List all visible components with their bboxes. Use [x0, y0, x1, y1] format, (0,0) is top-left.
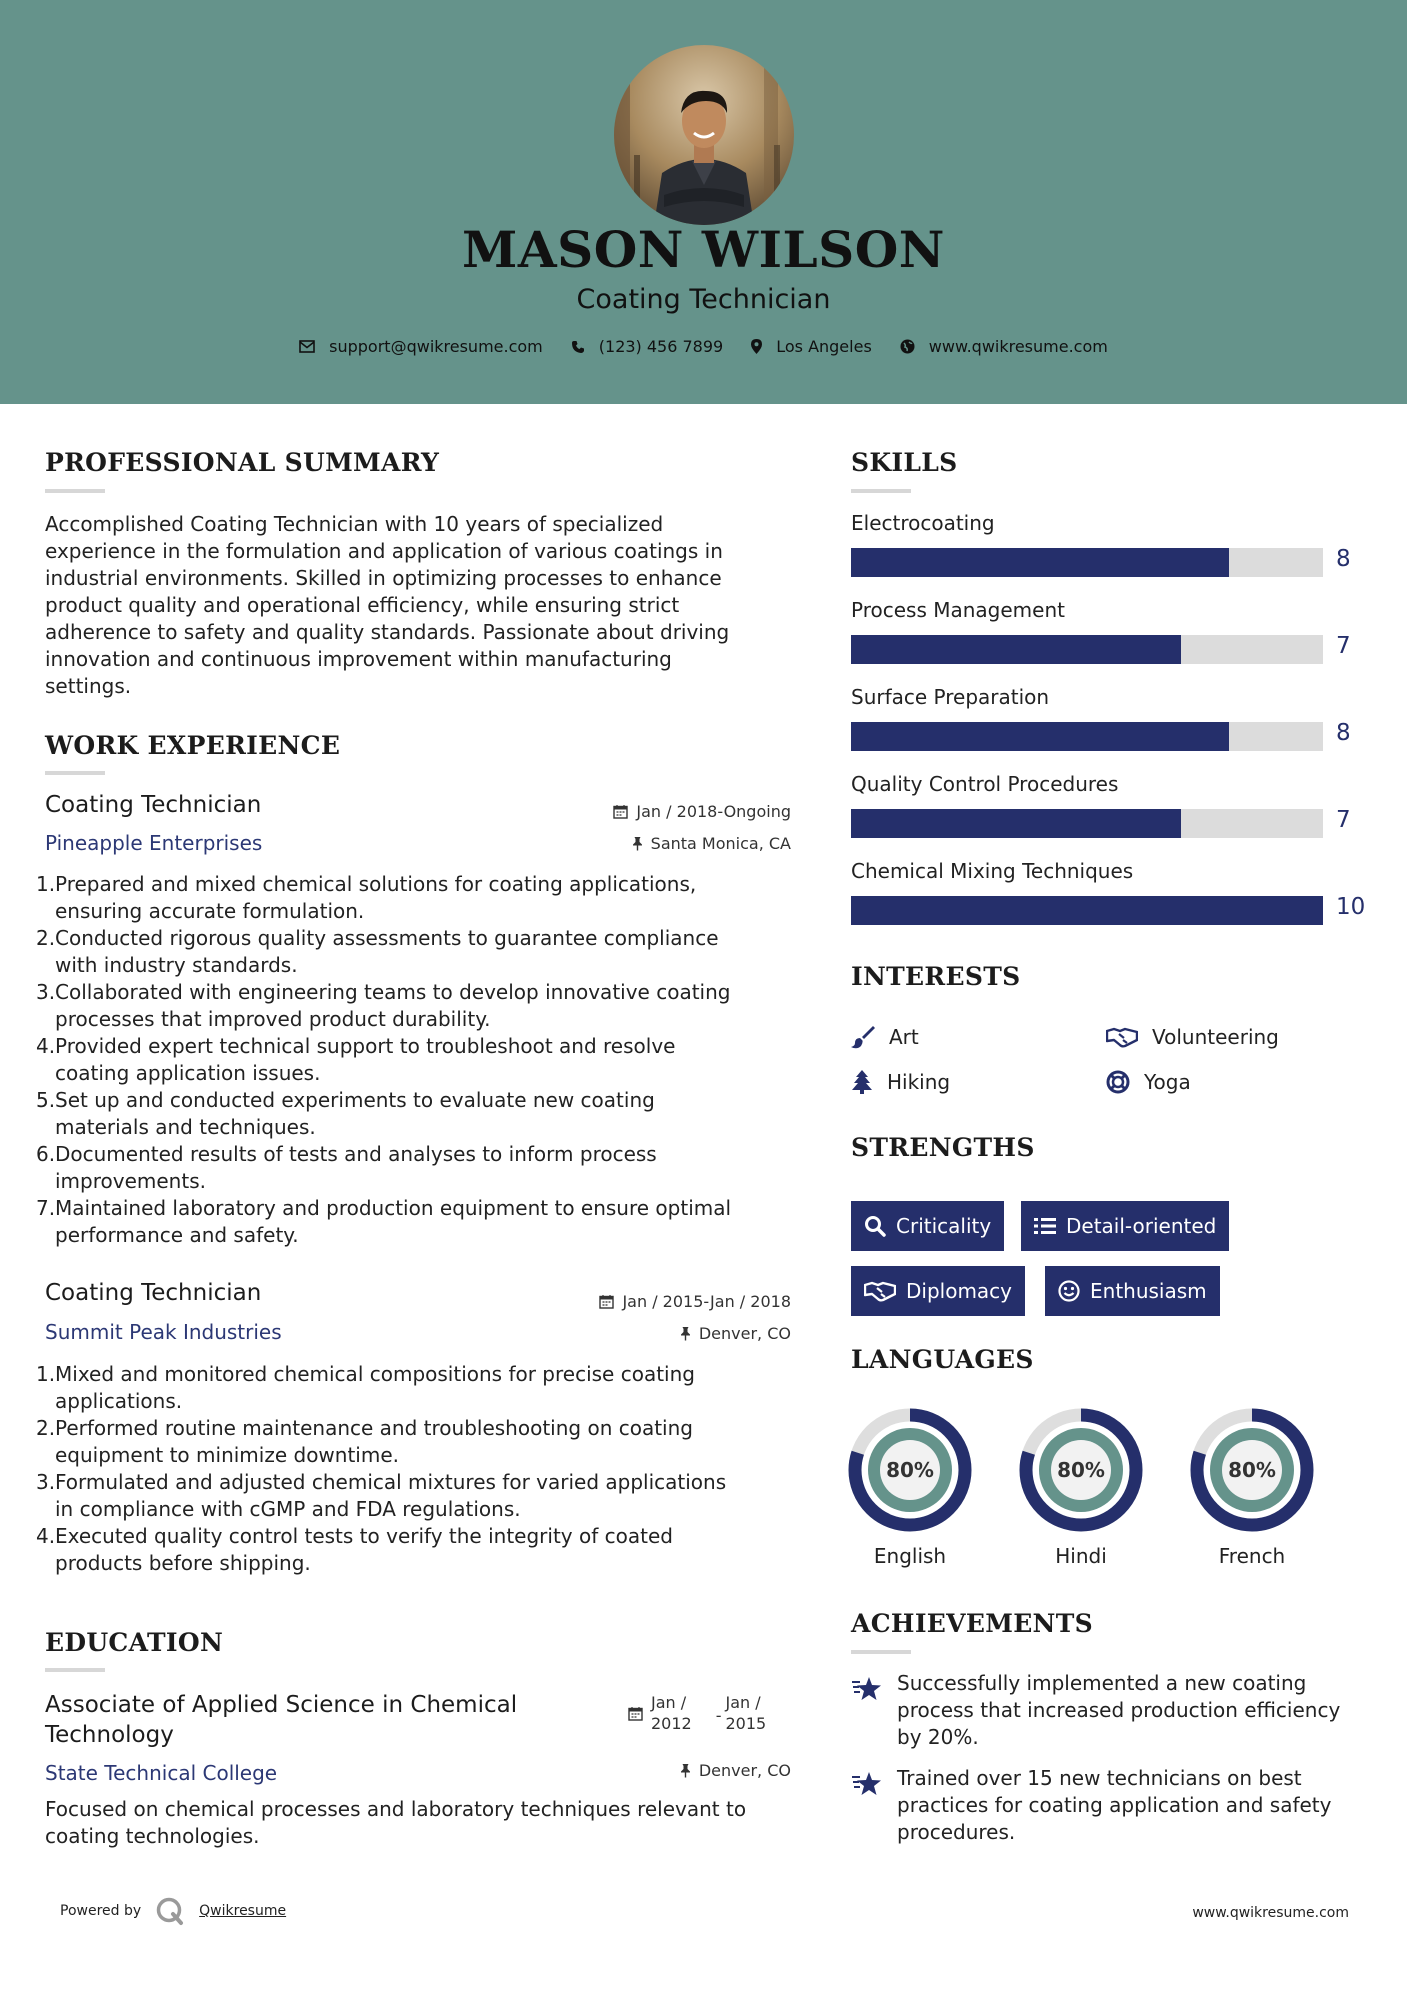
duty-number: 5. — [36, 1088, 56, 1112]
duty-line: coating application issues. — [55, 1061, 321, 1085]
candidate-name: MASON WILSON — [462, 220, 945, 279]
language-name: English — [873, 1544, 947, 1568]
education-description — [45, 1796, 805, 1850]
duty-line: Maintained laboratory and production equipment to ensure optimal — [55, 1196, 732, 1220]
duty-item — [36, 1415, 796, 1469]
star-icon — [851, 1675, 883, 1701]
achievement-text — [897, 1765, 1331, 1846]
skill-bar-track — [851, 635, 1323, 664]
strength-enthusiasm — [1045, 1266, 1220, 1316]
job-1-duties — [36, 871, 796, 1249]
education-start — [651, 1692, 692, 1734]
achievement-line: practices for coating application and safety — [897, 1793, 1332, 1817]
language-donut — [848, 1408, 972, 1532]
contact-email[interactable] — [299, 337, 543, 356]
job-2-duties — [36, 1361, 796, 1577]
duty-line: Formulated and adjusted chemical mixtures for varied applications — [55, 1470, 727, 1494]
calendar-icon — [599, 1294, 614, 1309]
achievement-item — [851, 1765, 1371, 1846]
skill-value: 8 — [1336, 720, 1351, 746]
duty-item — [36, 1523, 796, 1577]
duty-line: performance and safety. — [55, 1223, 299, 1247]
skill-bar-track — [851, 809, 1323, 838]
contact-location — [751, 337, 872, 356]
skill-name: Chemical Mixing Techniques — [851, 859, 1134, 883]
duty-item — [36, 979, 796, 1033]
language-percent: 80% — [1228, 1458, 1276, 1482]
education-start-line: 2012 — [651, 1714, 692, 1733]
summary-line: product quality and operational efficiency, while ensuring strict — [45, 593, 680, 617]
duty-line: with industry standards. — [55, 953, 298, 977]
skill-bar-fill — [851, 896, 1323, 925]
duty-item — [36, 1087, 796, 1141]
job-2-dates-text: Jan / 2015-Jan / 2018 — [622, 1292, 791, 1311]
experience-heading: WORK EXPERIENCE — [45, 731, 341, 760]
language-name: French — [1218, 1544, 1286, 1568]
job-1-title: Coating Technician — [45, 792, 262, 818]
skill-value: 7 — [1336, 633, 1351, 659]
duty-item — [36, 1469, 796, 1523]
education-end-line: Jan / — [725, 1693, 761, 1712]
duty-line: Performed routine maintenance and troubleshooting on coating — [55, 1416, 693, 1440]
language-percent: 80% — [886, 1458, 934, 1482]
skill-name: Process Management — [851, 598, 1065, 622]
strength-label: Criticality — [896, 1214, 992, 1238]
skill-bar-fill — [851, 722, 1229, 751]
candidate-title: Coating Technician — [576, 284, 831, 315]
interest-label: Hiking — [887, 1070, 951, 1094]
calendar-icon — [613, 804, 628, 819]
duty-item — [36, 1195, 796, 1249]
profile-photo — [614, 45, 794, 225]
duty-number: 2. — [36, 926, 56, 950]
language-donut — [1019, 1408, 1143, 1532]
duty-line: Documented results of tests and analyses to inform process — [55, 1142, 657, 1166]
skill-bar-track — [851, 722, 1323, 751]
language-name: Hindi — [1055, 1544, 1107, 1568]
duty-line: ensuring accurate formulation. — [55, 899, 365, 923]
duty-item — [36, 871, 796, 925]
language-percent: 80% — [1057, 1458, 1105, 1482]
strength-label: Detail-oriented — [1066, 1214, 1217, 1238]
job-1-company: Pineapple Enterprises — [45, 831, 263, 855]
skill-name: Quality Control Procedures — [851, 772, 1119, 796]
star-icon — [851, 1770, 883, 1796]
skill-value: 10 — [1336, 894, 1366, 920]
duty-item — [36, 925, 796, 979]
achievement-line: procedures. — [897, 1820, 1016, 1844]
summary-line: innovation and continuous improvement within manufacturing — [45, 647, 672, 671]
languages-heading: LANGUAGES — [851, 1345, 1034, 1374]
duty-line: Collaborated with engineering teams to develop innovative coating — [55, 980, 731, 1004]
handshake-icon — [864, 1280, 896, 1302]
search-icon — [864, 1215, 886, 1237]
job-2-location-text: Denver, CO — [698, 1324, 791, 1343]
achievement-item — [851, 1670, 1371, 1751]
tree-icon — [851, 1070, 873, 1094]
duty-line: Prepared and mixed chemical solutions for coating applications, — [55, 872, 697, 896]
summary-underline — [45, 489, 105, 493]
duty-line: Executed quality control tests to verify the integrity of coated — [55, 1524, 673, 1548]
summary-heading: PROFESSIONAL SUMMARY — [45, 448, 440, 477]
duty-number: 6. — [36, 1142, 56, 1166]
education-end-line: 2015 — [725, 1714, 767, 1733]
skills-heading: SKILLS — [851, 448, 958, 477]
list-icon — [1034, 1217, 1056, 1235]
paintbrush-icon — [851, 1025, 875, 1049]
achievement-line: Trained over 15 new technicians on best — [897, 1766, 1302, 1790]
qwikresume-logo-icon — [155, 1896, 185, 1926]
job-2-location — [680, 1324, 791, 1343]
education-underline — [45, 1668, 105, 1672]
job-1-location — [632, 834, 791, 853]
skill-value: 7 — [1336, 807, 1351, 833]
footer-website[interactable]: www.qwikresume.com — [1192, 1905, 1349, 1921]
achievement-line: Successfully implemented a new coating — [897, 1671, 1307, 1695]
summary-line: settings. — [45, 674, 132, 698]
summary-line: adherence to safety and quality standards. Passionate about driving — [45, 620, 730, 644]
education-dates — [628, 1692, 766, 1734]
skills-underline — [851, 489, 911, 493]
duty-number: 3. — [36, 980, 56, 1004]
duty-line: Set up and conducted experiments to evaluate new coating — [55, 1088, 655, 1112]
skill-bar-fill — [851, 809, 1181, 838]
interest-label: Yoga — [1144, 1070, 1191, 1094]
summary-line: experience in the formulation and application of various coatings in — [45, 539, 723, 563]
duty-item — [36, 1361, 796, 1415]
achievement-text — [897, 1670, 1340, 1751]
degree-line: Technology — [45, 1722, 174, 1748]
degree-line: Associate of Applied Science in Chemical — [45, 1692, 518, 1718]
language-french — [1190, 1408, 1314, 1568]
skill-bar-track — [851, 896, 1323, 925]
duty-line: materials and techniques. — [55, 1115, 316, 1139]
smile-icon — [1058, 1280, 1080, 1302]
duty-item — [36, 1141, 796, 1195]
duty-line: processes that improved product durability. — [55, 1007, 491, 1031]
strength-label: Enthusiasm — [1090, 1279, 1207, 1303]
interest-label: Volunteering — [1152, 1025, 1279, 1049]
duty-number: 7. — [36, 1196, 56, 1220]
duty-line: products before shipping. — [55, 1551, 311, 1575]
interest-art — [851, 1025, 919, 1049]
duty-number: 4. — [36, 1034, 56, 1058]
strength-label: Diplomacy — [906, 1279, 1013, 1303]
duty-line: equipment to minimize downtime. — [55, 1443, 400, 1467]
duty-line: applications. — [55, 1389, 183, 1413]
job-1-dates — [613, 802, 791, 821]
job-2-dates — [599, 1292, 791, 1311]
achievement-line: by 20%. — [897, 1725, 979, 1749]
duty-number: 1. — [36, 872, 56, 896]
skill-bar-fill — [851, 635, 1181, 664]
education-location-text: Denver, CO — [698, 1761, 791, 1780]
envelope-icon — [299, 340, 315, 353]
powered-by-text: Powered by — [60, 1903, 142, 1919]
strength-criticality — [851, 1201, 1004, 1251]
skill-value: 8 — [1336, 546, 1351, 572]
degree-title — [45, 1690, 517, 1750]
email-text: support@qwikresume.com — [329, 337, 543, 356]
language-hindi — [1019, 1408, 1143, 1568]
duty-line: Mixed and monitored chemical compositions for precise coating — [55, 1362, 695, 1386]
education-description-line: coating technologies. — [45, 1824, 260, 1848]
education-description-line: Focused on chemical processes and laboratory techniques relevant to — [45, 1797, 747, 1821]
qwikresume-link[interactable]: Qwikresume — [199, 1903, 287, 1919]
footer-powered-by — [60, 1896, 286, 1926]
interest-yoga — [1106, 1070, 1191, 1094]
duty-number: 2. — [36, 1416, 56, 1440]
interests-heading: INTERESTS — [851, 962, 1021, 991]
duty-number: 1. — [36, 1362, 56, 1386]
summary-line: Accomplished Coating Technician with 10 years of specialized — [45, 512, 664, 536]
skill-name: Electrocoating — [851, 511, 995, 535]
contact-phone[interactable] — [571, 337, 723, 356]
skill-bar-track — [851, 548, 1323, 577]
strength-detail-oriented — [1021, 1201, 1229, 1251]
handshake-icon — [1106, 1026, 1138, 1048]
summary-line: industrial environments. Skilled in optimizing processes to enhance — [45, 566, 722, 590]
calendar-icon — [628, 1706, 643, 1721]
achievements-heading: ACHIEVEMENTS — [851, 1609, 1093, 1638]
job-2-title: Coating Technician — [45, 1280, 262, 1306]
contact-website[interactable] — [900, 337, 1108, 356]
duty-item — [36, 1033, 796, 1087]
duty-line: Provided expert technical support to troubleshoot and resolve — [55, 1034, 676, 1058]
language-english — [848, 1408, 972, 1568]
achievement-line: process that increased production efficiency — [897, 1698, 1341, 1722]
education-heading: EDUCATION — [45, 1628, 224, 1657]
location-text: Los Angeles — [776, 337, 872, 356]
website-text: www.qwikresume.com — [928, 337, 1108, 356]
contact-bar — [0, 337, 1407, 356]
achievements-underline — [851, 1650, 911, 1654]
job-1-location-text: Santa Monica, CA — [650, 834, 791, 853]
globe-icon — [900, 339, 915, 354]
duty-number: 4. — [36, 1524, 56, 1548]
pushpin-icon — [680, 1326, 691, 1341]
header-band — [0, 0, 1407, 404]
job-2-company: Summit Peak Industries — [45, 1320, 282, 1344]
life-ring-icon — [1106, 1070, 1130, 1094]
duty-line: improvements. — [55, 1169, 206, 1193]
education-location — [680, 1761, 791, 1780]
interest-label: Art — [889, 1025, 919, 1049]
duty-line: in compliance with cGMP and FDA regulations. — [55, 1497, 521, 1521]
interest-hiking — [851, 1070, 950, 1094]
language-donut — [1190, 1408, 1314, 1532]
pushpin-icon — [632, 836, 643, 851]
education-start-line: Jan / — [651, 1693, 687, 1712]
duty-number: 3. — [36, 1470, 56, 1494]
school-name: State Technical College — [45, 1761, 278, 1785]
phone-icon — [571, 340, 585, 354]
phone-text: (123) 456 7899 — [598, 337, 724, 356]
strength-diplomacy — [851, 1266, 1025, 1316]
strengths-heading: STRENGTHS — [851, 1133, 1035, 1162]
date-dash: - — [715, 1706, 722, 1725]
summary-text — [45, 511, 785, 700]
education-end — [726, 1692, 767, 1734]
interest-volunteering — [1106, 1025, 1279, 1049]
map-pin-icon — [751, 339, 762, 354]
pushpin-icon — [680, 1763, 691, 1778]
skill-bar-fill — [851, 548, 1229, 577]
experience-underline — [45, 771, 105, 775]
duty-line: Conducted rigorous quality assessments to guarantee compliance — [55, 926, 719, 950]
job-1-dates-text: Jan / 2018-Ongoing — [636, 802, 791, 821]
skill-name: Surface Preparation — [851, 685, 1050, 709]
